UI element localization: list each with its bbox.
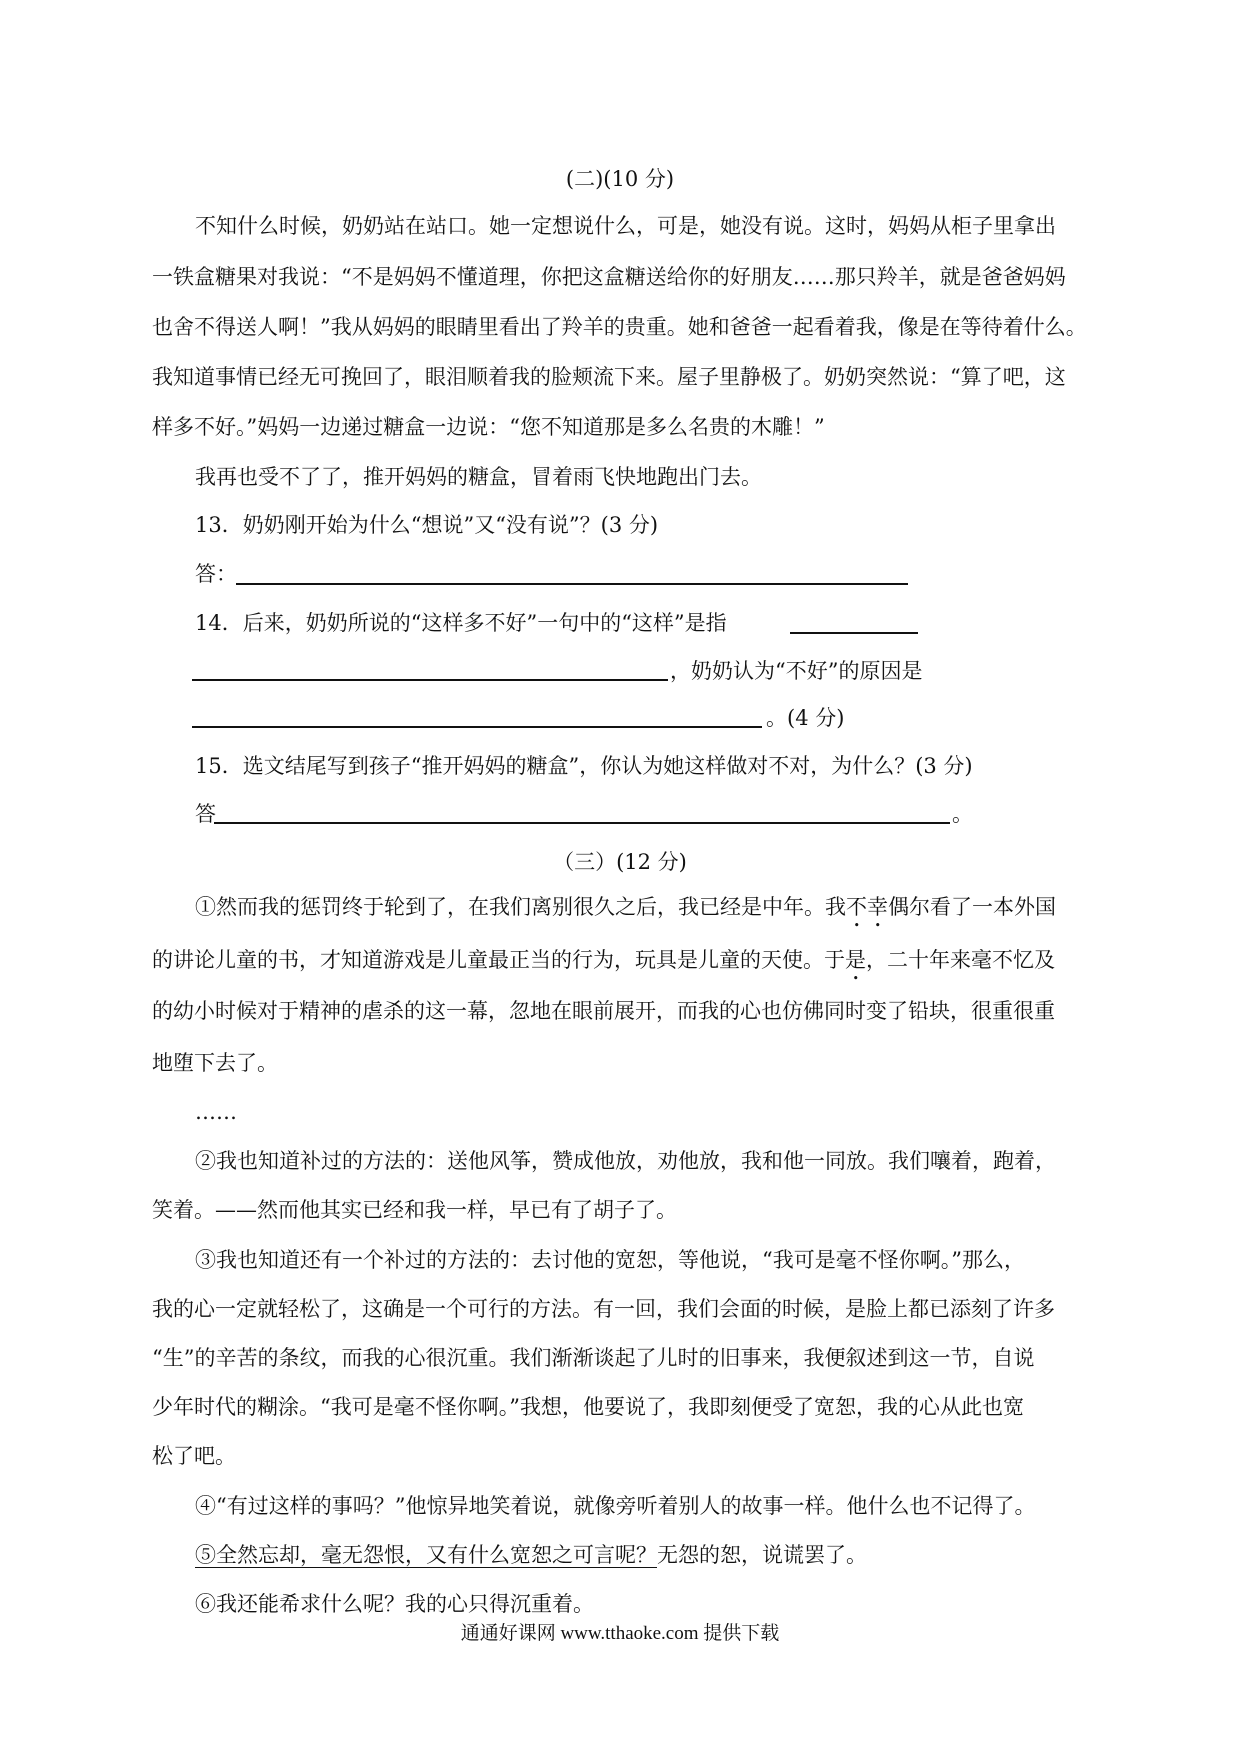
section-3-heading: （三）(12 分) [553,850,687,874]
paragraph-1-line [195,892,1056,932]
dotted-emphasis: 不幸 [846,895,888,919]
passage-line: 样多不好。”妈妈一边递过糖盒一边说：“您不知道那是多么名贵的木雕！” [152,415,825,439]
passage-line: 我再也受不了了，推开妈妈的糖盒，冒着雨飞快地跑出门去。 [195,465,762,489]
section-2-heading: (二)(10 分) [565,167,675,191]
paragraph-4: ④“有过这样的事吗？”他惊异地笑着说，就像旁听着别人的故事一样。他什么也不记得了。 [195,1494,1036,1518]
ellipsis: …… [195,1100,237,1124]
dotted-emphasis: 是 [845,948,866,972]
passage-line: 一铁盒糖果对我说：“不是妈妈不懂道理，你把这盒糖送给你的好朋友……那只羚羊，就是爸爸妈妈 [152,265,1066,289]
question-13: 13．奶奶刚开始为什么“想说”又“没有说”？(3 分) [195,513,659,537]
paragraph-1-line: 地堕下去了。 [152,1051,278,1075]
answer-blank-14c[interactable] [192,726,762,728]
paragraph-3-line: 松了吧。 [152,1444,236,1468]
paragraph-3-line: 我的心一定就轻松了，这确是一个可行的方法。有一回，我们会面的时候，是脸上都已添刻了许多 [152,1297,1055,1321]
underlined-sentence: ⑤全然忘却，毫无怨恨，又有什么宽恕之可言呢？ [195,1543,657,1567]
paragraph-1-line [152,945,1055,985]
question-15: 15．选文结尾写到孩子“推开妈妈的糖盒”，你认为她这样做对不对，为什么？(3 分) [195,754,973,778]
answer-label-15: 答 [195,802,216,826]
paragraph-6: ⑥我还能希求什么呢？我的心只得沉重着。 [195,1592,594,1616]
question-14: 14．后来，奶奶所说的“这样多不好”一句中的“这样”是指 [195,611,727,635]
answer-blank-15[interactable] [214,822,950,824]
answer-blank-14a[interactable] [790,632,918,634]
paragraph-2-line: ②我也知道补过的方法的：送他风筝，赞成他放，劝他放，我和他一同放。我们嚷着，跑着， [195,1149,1056,1173]
text-run: 无怨的恕，说谎罢了。 [657,1543,867,1567]
paragraph-5 [195,1540,867,1570]
text-run: 的讲论儿童的书，才知道游戏是儿童最正当的行为，玩具是儿童的天使。于 [152,948,845,972]
paragraph-3-line: “生”的辛苦的条纹，而我的心很沉重。我们渐渐谈起了儿时的旧事来，我便叙述到这一节，自说 [152,1346,1035,1370]
footer-credit: 通通好课网 www.tthaoke.com 提供下载 [460,1623,780,1644]
passage-line: 也舍不得送人啊！”我从妈妈的眼睛里看出了羚羊的贵重。她和爸爸一起看着我，像是在等待着什么。 [152,315,1087,339]
question-14-mid: ，奶奶认为“不好”的原因是 [670,659,923,683]
paragraph-2-line: 笑着。——然而他其实已经和我一样，早已有了胡子了。 [152,1198,677,1222]
answer-blank-14b[interactable] [192,679,668,681]
paragraph-3-line: ③我也知道还有一个补过的方法的：去讨他的宽恕，等他说，“我可是毫不怪你啊。”那么， [195,1248,1025,1272]
question-14-end: 。(4 分) [766,706,845,730]
answer-label-13: 答： [195,562,237,586]
passage-line: 我知道事情已经无可挽回了，眼泪顺着我的脸颊流下来。屋子里静极了。奶奶突然说：“算了吧，这 [152,365,1066,389]
answer-end-15: 。 [952,802,973,826]
answer-blank-13[interactable] [236,583,908,585]
passage-line: 不知什么时候，奶奶站在站口。她一定想说什么，可是，她没有说。这时，妈妈从柜子里拿出 [195,214,1056,238]
text-run: ①然而我的惩罚终于轮到了，在我们离别很久之后，我已经是中年。我 [195,895,846,919]
paragraph-1-line: 的幼小时候对于精神的虐杀的这一幕，忽地在眼前展开，而我的心也仿佛同时变了铅块，很重很重 [152,999,1055,1023]
paragraph-3-line: 少年时代的糊涂。“我可是毫不怪你啊。”我想，他要说了，我即刻便受了宽恕，我的心从此也宽 [152,1395,1024,1419]
text-run: 偶尔看了一本外国 [888,895,1056,919]
text-run: ，二十年来毫不忆及 [866,948,1055,972]
